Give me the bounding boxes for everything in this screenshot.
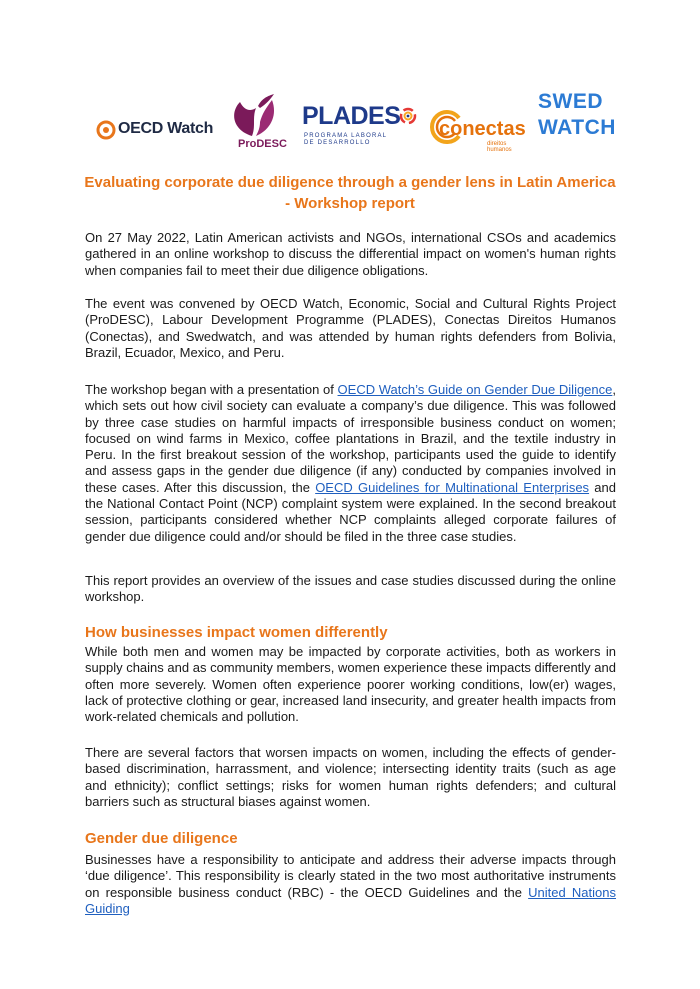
paragraph-overview: This report provides an overview of the issues and case studies discussed during the online workshop. (85, 573, 616, 605)
paragraph-responsibility (85, 852, 616, 917)
swedwatch-logo (538, 90, 622, 154)
un-guiding-principles-link[interactable]: United Nations Guiding (85, 884, 616, 916)
paragraph-factors: There are several factors that worsen impacts on women, including the effects of gender-based discrimination, harrassment, and violence; intersecting identity traits (such as age and ethnicity); conflict settings; risks for women human rights defenders; and cultural barriers such as structural biases against women. (85, 745, 616, 809)
heading-impact-women: How businesses impact women differently (85, 624, 388, 641)
paragraph-responsibility-text: Businesses have a responsibility to anticipate and address their adverse impacts through ‘due diligence’. This responsibility is clearly stated in the two most authoritative instruments on responsible business conduct (RBC) - the OECD Guidelines and the (85, 852, 616, 900)
oecd-guidelines-link[interactable]: OECD Guidelines for Multinational Enterprises (315, 479, 590, 495)
conectas-subtitle-line-2: humanos (487, 147, 512, 153)
paragraph-workshop-text-3: and the National Contact Point (NCP) complaint system were explained. In the second breakout session, participants considered whether NCP complaints alleged corporate failures of gender due diligence could and/or should be filed in the three case studies. (85, 479, 616, 544)
partner-logos (92, 88, 622, 158)
report-title: Evaluating corporate due diligence through a gender lens in Latin America - Workshop report (84, 174, 616, 212)
paragraph-intro: On 27 May 2022, Latin American activists and NGOs, international CSOs and academics gathered in an online workshop to discuss the differential impact on women's human rights when companies fail to meet their due diligence obligations. (85, 230, 616, 278)
gender-due-diligence-guide-link[interactable]: OECD Watch’s Guide on Gender Due Diligence (337, 382, 613, 397)
plades-logo-text: PLADES (302, 102, 401, 130)
plades-subtitle-line-2: DE DESARROLLO (304, 140, 371, 146)
conectas-logo-subtitle (487, 141, 512, 153)
conectas-logo-text: conectas (439, 118, 526, 140)
prodesc-figure-icon (222, 92, 288, 138)
plades-swirl-icon (398, 106, 418, 126)
plades-logo (302, 102, 412, 152)
prodesc-logo (222, 92, 288, 154)
conectas-subtitle-line-1: direitos (487, 141, 507, 147)
plades-logo-subtitle (304, 133, 387, 147)
oecd-ring-icon (96, 120, 116, 140)
heading-gender-due-diligence: Gender due diligence (85, 830, 238, 847)
prodesc-logo-text: ProDESC (238, 138, 287, 150)
oecd-watch-logo (92, 118, 212, 142)
oecd-watch-logo-text: OECD Watch (118, 120, 214, 137)
swedwatch-logo-line-2: WATCH (538, 116, 616, 139)
paragraph-workshop-text-1: The workshop began with a presentation of (85, 382, 338, 397)
paragraph-workshop-text-2: , which sets out how civil society can evaluate a company’s due diligence. This was followed by three case studies on harmful impacts of irresponsible business conduct on women; focused on wind farms in Mexico, coffee plantations in Brazil, and the textile industry in Peru. In the first breakout session of the workshop, participants used the guide to identify and assess gaps in the gender due diligence (if any) conducted by companies involved in these cases. After this discussion, the (85, 382, 616, 495)
conectas-logo (427, 108, 527, 154)
paragraph-impacts: While both men and women may be impacted by corporate activities, both as workers in supply chains and as community members, women experience these impacts differently and often more severely. Women often experience poorer working conditions, low(er) wages, lack of protective clothing or gear, increased land insecurity, and greater health impacts from work-related chemicals and pollution. (85, 644, 616, 725)
swedwatch-logo-line-1: SWED (538, 90, 603, 113)
plades-subtitle-line-1: PROGRAMA LABORAL (304, 133, 388, 139)
paragraph-convened: The event was convened by OECD Watch, Economic, Social and Cultural Rights Project (ProDESC), Labour Development Programme (PLADES), Conectas Direitos Humanos (Conectas), and Swedwatch, and was attended by human rights defenders from Bolivia, Brazil, Ecuador, Mexico, and Peru. (85, 296, 616, 360)
paragraph-workshop (85, 382, 616, 545)
